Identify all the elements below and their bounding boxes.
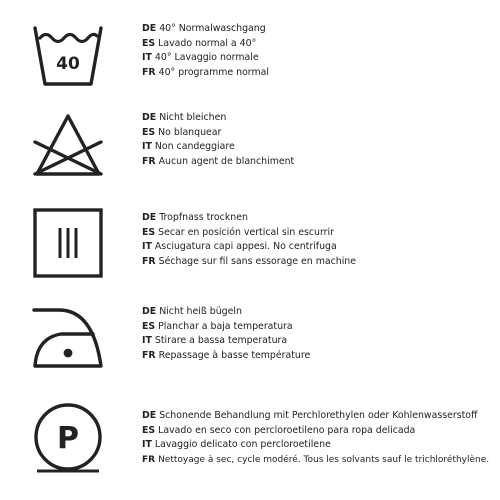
- line-de: DE 40° Normalwaschgang: [142, 23, 266, 34]
- line-es: ES Lavado en seco con percloroetileno para ropa delicada: [142, 424, 416, 436]
- line-fr: FR Séchage sur fil sans essorage en machine: [142, 255, 357, 267]
- line-de: DE Schonende Behandlung mit Perchlorethylen oder Kohlenwasserstoff: [142, 410, 478, 421]
- line-de: DE Tropfnass trocknen: [142, 212, 248, 223]
- line-fr: FR Nettoyage à sec, cycle modéré. Tous les solvants sauf le trichloréthylène.: [142, 454, 490, 465]
- line-es: ES No blanquear: [142, 126, 222, 138]
- line-es: ES Lavado normal a 40°: [142, 37, 257, 49]
- line-it: IT 40° Lavaggio normale: [142, 52, 259, 64]
- line-it: IT Non candeggiare: [142, 141, 235, 153]
- drying-description: [142, 211, 498, 269]
- line-it: IT Lavaggio delicato con percloroetilene: [142, 439, 331, 451]
- wash-description: [142, 22, 498, 80]
- line-fr: FR Aucun agent de blanchiment: [142, 155, 295, 167]
- line-it: IT Asciugatura capi appesi. No centrifuga: [142, 241, 337, 253]
- dry-clean-solvent-label: P: [57, 421, 79, 456]
- no-bleach-icon: [31, 108, 105, 182]
- drip-dry-icon: [31, 206, 105, 280]
- dry-clean-description: [142, 409, 498, 467]
- iron-low-icon: [31, 300, 105, 374]
- line-de: DE Nicht bleichen: [142, 112, 227, 123]
- line-es: ES Secar en posición vertical sin escurrir: [142, 226, 334, 238]
- bleach-description: [142, 111, 498, 169]
- wash-40-icon: [31, 18, 105, 92]
- line-fr: FR 40° programme normal: [142, 66, 269, 78]
- wash-temperature-label: 40: [56, 54, 80, 74]
- line-es: ES Planchar a baja temperatura: [142, 320, 293, 332]
- dry-clean-p-icon: [31, 400, 105, 474]
- line-fr: FR Repassage à basse température: [142, 349, 311, 361]
- ironing-description: [142, 305, 498, 363]
- line-it: IT Stirare a bassa temperatura: [142, 335, 288, 347]
- line-de: DE Nicht heiß bügeln: [142, 306, 242, 317]
